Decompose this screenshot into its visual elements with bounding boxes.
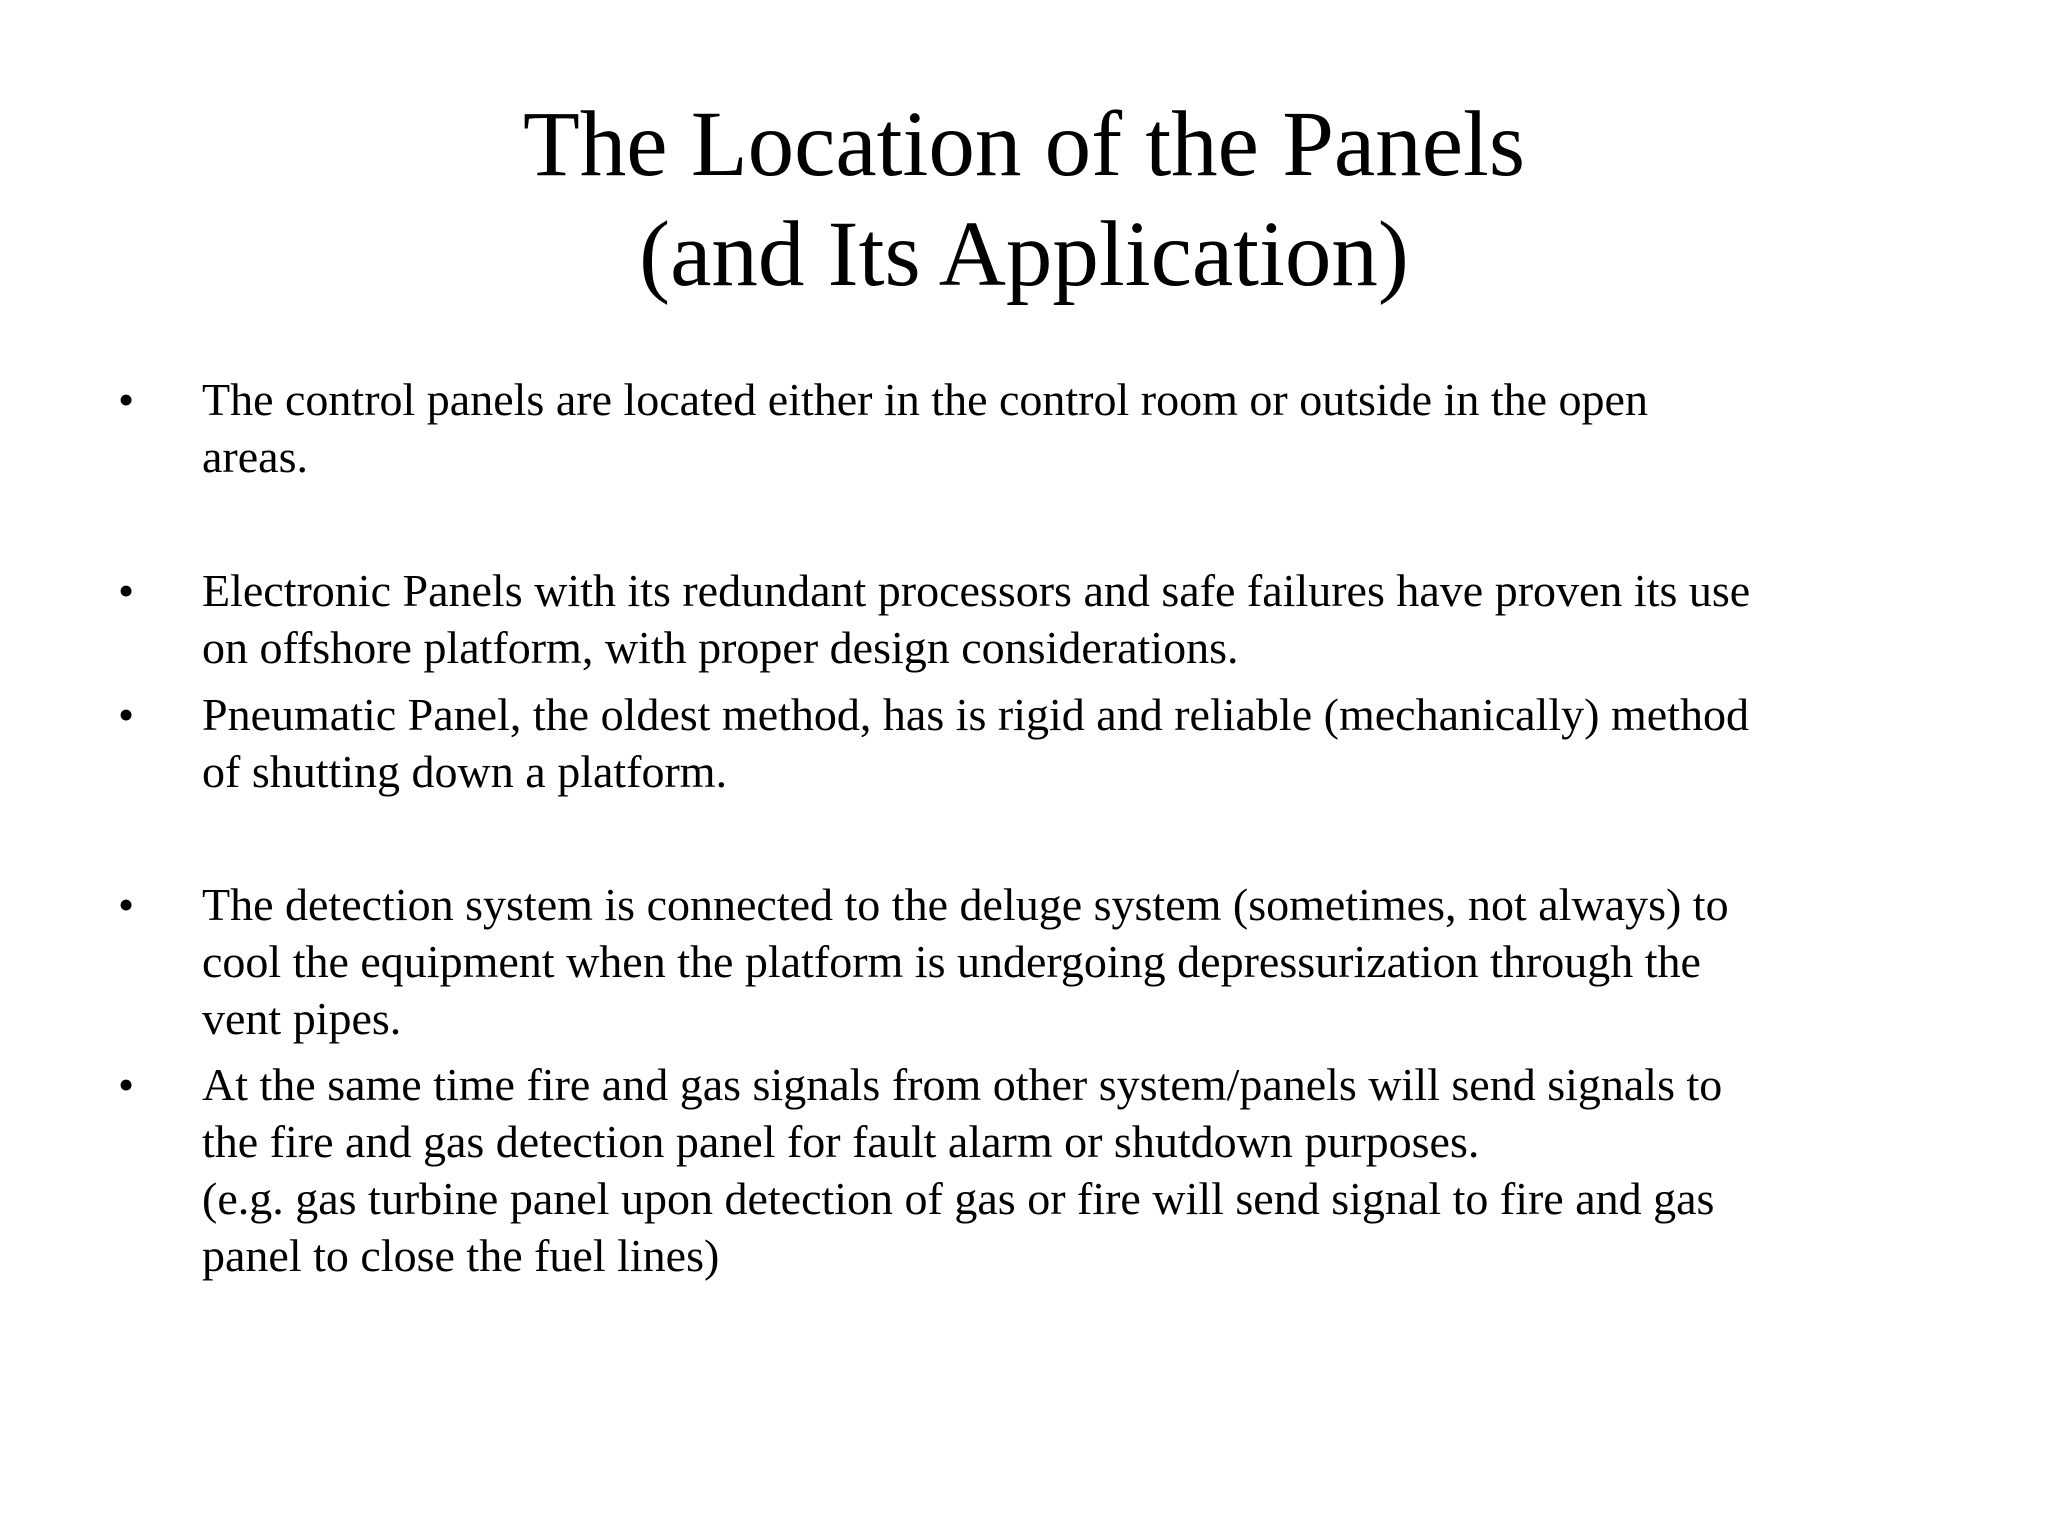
- title-line: (and Its Application): [639, 203, 1409, 306]
- bullet-text: [202, 371, 2048, 485]
- bullet-line: panel to close the fuel lines): [202, 1230, 720, 1281]
- bullet-dot-icon: •: [118, 1059, 135, 1110]
- bullet-dot-icon: •: [118, 689, 135, 740]
- bullet-line: cool the equipment when the platform is undergoing depressurization through the: [202, 936, 1701, 987]
- bullet-line: of shutting down a platform.: [202, 746, 728, 797]
- bullet-text: [202, 686, 2048, 800]
- slide-title: [0, 90, 2048, 310]
- bullet-line: the fire and gas detection panel for fault alarm or shutdown purposes.: [202, 1116, 1480, 1167]
- bullet-line: vent pipes.: [202, 993, 402, 1044]
- bullet-dot-icon: •: [118, 879, 135, 930]
- bullet-line: Electronic Panels with its redundant processors and safe failures have proven its use: [202, 565, 1751, 616]
- bullet-line: The control panels are located either in the control room or outside in the open: [202, 374, 1648, 425]
- bullet-line: (e.g. gas turbine panel upon detection of gas or fire will send signal to fire and gas: [202, 1173, 1715, 1224]
- bullet-line: Pneumatic Panel, the oldest method, has is rigid and reliable (mechanically) method: [202, 689, 1749, 740]
- bullet-line: on offshore platform, with proper design considerations.: [202, 622, 1239, 673]
- bullet-line: At the same time fire and gas signals from other system/panels will send signals to: [202, 1059, 1723, 1110]
- bullet-line: areas.: [202, 431, 308, 482]
- bullet-text: [202, 876, 2048, 1047]
- bullet-dot-icon: •: [118, 374, 135, 425]
- bullet-text: [202, 1056, 2048, 1284]
- title-line: The Location of the Panels: [522, 93, 1526, 196]
- bullet-line: The detection system is connected to the deluge system (sometimes, not always) to: [202, 879, 1729, 930]
- bullet-text: [202, 562, 2048, 676]
- bullet-dot-icon: •: [118, 565, 135, 616]
